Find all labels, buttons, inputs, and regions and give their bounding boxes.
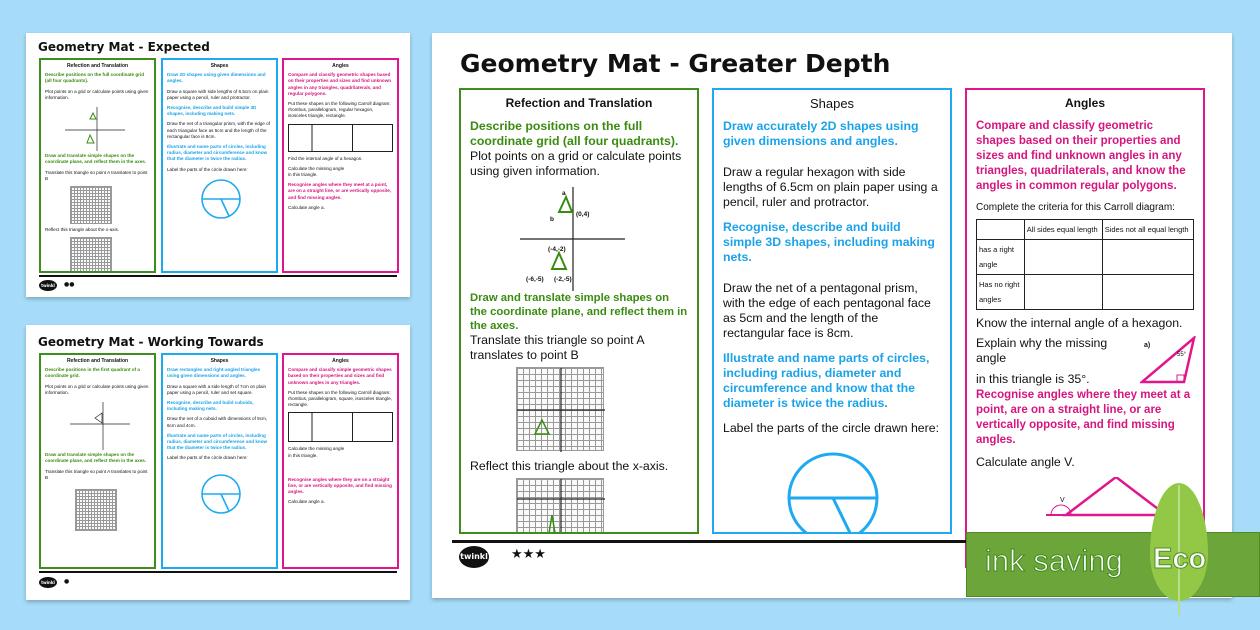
carroll-cell[interactable] xyxy=(1102,275,1193,310)
task: Translate this triangle so point A translates to point B xyxy=(45,468,148,480)
carroll-diagram xyxy=(976,219,1194,310)
task: Draw the net of a pentagonal prism, with the edge of each pentagonal face as 5cm and the length of the rectangular face is 8cm. xyxy=(723,281,931,340)
carroll-table xyxy=(288,412,393,442)
task: Calculate the missing angle in this triangle. xyxy=(288,165,345,178)
task: Reflect this triangle about the x-axis. xyxy=(45,227,120,233)
panel-heading: Angles xyxy=(332,358,349,364)
task: Calculate angle a. xyxy=(288,499,325,505)
task: Draw a square with side lengths of 6.5cm on plain paper using a pencil, ruler and protractor. xyxy=(167,88,269,100)
preview-card-greater-depth[interactable] xyxy=(432,33,1232,598)
circle-diagram xyxy=(723,446,943,534)
objective: Recognise angles where they are on a straight line, or are vertically opposite, and find missing angles. xyxy=(288,476,392,495)
objective: Recognise angles where they meet at a point, are on a straight line, or are vertically opposite, and find missing angles. xyxy=(288,182,392,200)
panel-heading: Shapes xyxy=(809,96,855,111)
task: Plot points on a grid or calculate points using given information. xyxy=(470,149,682,178)
point-label: (-2,-5) xyxy=(554,276,572,283)
task: in this triangle is 35°. xyxy=(976,372,1090,386)
objective: Draw rectangles and right-angled triangles using given dimensions and angles. xyxy=(167,367,261,379)
task: Draw the net of a triangular prism, with the edge of each triangular face as 5cm and the length of the rectangular face is 8cm. xyxy=(167,121,270,139)
preview-card-working-towards[interactable] xyxy=(26,325,410,600)
point-label: a xyxy=(562,190,566,197)
objective: Draw accurately 2D shapes using given dimensions and angles. xyxy=(723,119,919,148)
level-indicator: ★★★ xyxy=(511,547,546,562)
task: Plot points on a grid or calculate points using given information. xyxy=(45,383,149,395)
eco-label: Eco xyxy=(1153,543,1207,575)
footer-divider xyxy=(39,275,397,277)
task: Find the internal angle of a hexagon. xyxy=(288,155,363,161)
carroll-row-label: Has no right angles xyxy=(977,275,1025,310)
reflection-panel xyxy=(39,353,156,569)
objective: Illustrate and name parts of circles, including radius, diameter and circumference and know that the diameter is twice the radius. xyxy=(167,432,268,451)
coordinate-diagram xyxy=(45,105,145,151)
ink-saving-eco-badge xyxy=(966,532,1260,597)
angle-label: 55° xyxy=(1177,352,1187,358)
task: Draw a square with a side length of 7cm on plain paper using a pencil, ruler and set square. xyxy=(167,383,267,395)
angles-panel xyxy=(282,58,399,273)
objective: Recognise angles where they meet at a point, are on a straight line, or are vertically opposite, and find missing angles. xyxy=(976,389,1191,446)
panel-heading: Refection and Translation xyxy=(66,63,129,69)
carroll-row-label: has a right angle xyxy=(977,240,1025,275)
panel-heading: Shapes xyxy=(210,358,229,364)
task: Calculate the missing angle in this triangle. xyxy=(288,446,345,458)
coordinate-diagram xyxy=(45,400,145,450)
objective: Describe positions on the full coordinate grid (all four quadrants). xyxy=(470,119,679,148)
card-title: Geometry Mat - Working Towards xyxy=(38,335,264,349)
point-label: (0,4) xyxy=(576,211,590,218)
objective: Compare and classify geometric shapes based on their properties and sizes and find unknown angles in any triangles, quadrilaterals, and regular polygons. xyxy=(288,72,392,96)
reflection-panel xyxy=(39,58,156,273)
twinkl-logo: twinkl xyxy=(39,577,57,588)
objective: Compare and classify geometric shapes based on their properties and sizes and find unknown angles in any triangles, quadrilaterals, and know the angles in common regular polygons. xyxy=(976,120,1186,192)
task: Draw the net of a cuboid with dimensions of 9cm, 6cm and 4cm. xyxy=(167,416,268,428)
panel-heading: Refection and Translation xyxy=(505,96,653,110)
objective: Describe positions on the full coordinate grid (all four quadrants). xyxy=(45,72,145,84)
triangle-label: a) xyxy=(1144,342,1151,349)
task: Complete the criteria for this Carroll diagram: xyxy=(976,202,1175,213)
objective: Compare and classify simple geometric shapes based on their properties and sizes and find unknown angles in any triangles. xyxy=(288,367,392,385)
task: Calculate angle a. xyxy=(288,204,325,210)
reflection-panel xyxy=(459,88,699,534)
point-label: (-4,-2) xyxy=(548,246,566,253)
objective: Draw and translate simple shapes on the coordinate plane, and reflect them in the axes. xyxy=(45,153,147,165)
task: Put these shapes on the following Carroll diagram: rhombus, parallelogram, regular hexagon, isosceles triangle, rectangle. xyxy=(288,101,391,119)
carroll-cell[interactable] xyxy=(1102,240,1193,275)
panel-heading: Angles xyxy=(1064,96,1105,110)
task: Label the parts of the circle drawn here: xyxy=(723,421,940,435)
grid-image xyxy=(70,237,112,273)
shapes-panel xyxy=(161,58,278,273)
circle-diagram xyxy=(167,472,275,516)
angle-label: V xyxy=(1060,497,1065,504)
translation-grid xyxy=(516,367,604,451)
grid-image xyxy=(75,489,117,531)
point-label: (-6,-5) xyxy=(526,276,544,283)
coordinate-diagram xyxy=(470,179,688,291)
objective: Recognise, describe and build cuboids, including making nets. xyxy=(167,400,254,412)
objective: Draw 2D shapes using given dimensions and angles. xyxy=(167,72,266,84)
panel-heading: Shapes xyxy=(210,63,229,69)
panel-heading: Refection and Translation xyxy=(66,358,129,364)
angles-panel xyxy=(282,353,399,569)
shapes-panel xyxy=(161,353,278,569)
carroll-cell[interactable] xyxy=(1024,240,1102,275)
card-title: Geometry Mat - Greater Depth xyxy=(460,49,891,78)
task: Draw a regular hexagon with side lengths of 6.5cm on plain paper using a pencil, ruler and protractor. xyxy=(723,165,938,209)
reflection-grid xyxy=(516,478,604,534)
card-title: Geometry Mat - Expected xyxy=(38,40,210,54)
carroll-header: Sides not all equal length xyxy=(1102,220,1193,240)
task: Know the internal angle of a hexagon. xyxy=(976,316,1183,330)
twinkl-logo: twinkl xyxy=(459,546,489,568)
preview-card-expected[interactable] xyxy=(26,33,410,297)
ink-saving-label: ink saving xyxy=(985,543,1123,578)
task: Put these shapes on the following Carroll diagram: rhombus, parallelogram, square, isosceles triangle, rectangle. xyxy=(288,389,392,408)
panel-heading: Angles xyxy=(332,63,349,69)
task: Translate this triangle so point A translates to point B xyxy=(45,169,148,181)
objective: Illustrate and name parts of circles, including radius, diameter and circumference and know that the diameter is twice the radius. xyxy=(167,144,268,162)
circle-diagram xyxy=(167,177,275,221)
task: Plot points on a grid or calculate points using given information. xyxy=(45,88,149,100)
grid-image xyxy=(70,186,112,224)
carroll-cell[interactable] xyxy=(1024,275,1102,310)
level-indicator: ● xyxy=(64,578,70,585)
task: Explain why the missing angle xyxy=(976,336,1108,365)
triangle-question xyxy=(976,336,1194,388)
objective: Draw and translate simple shapes on the coordinate plane, and reflect them in the axes. xyxy=(470,292,688,332)
shapes-panel xyxy=(712,88,952,534)
objective: Recognise, describe and build simple 3D shapes, including making nets. xyxy=(723,220,935,264)
carroll-header: All sides equal length xyxy=(1024,220,1102,240)
objective: Illustrate and name parts of circles, including radius, diameter and circumference and know that the diameter is twice the radius. xyxy=(723,351,930,410)
task: Label the parts of the circle drawn here: xyxy=(167,455,248,461)
task: Calculate angle V. xyxy=(976,455,1075,469)
carroll-corner xyxy=(977,220,1025,240)
footer-divider xyxy=(39,571,397,573)
task: Reflect this triangle about the x-axis. xyxy=(470,459,669,473)
level-indicator: ●● xyxy=(64,281,75,288)
point-label: b xyxy=(550,216,554,223)
objective: Draw and translate simple shapes on the coordinate plane, and reflect them in the axes. xyxy=(45,452,147,464)
task: Translate this triangle so point A translates to point B xyxy=(470,333,644,362)
carroll-table xyxy=(288,124,393,152)
twinkl-logo: twinkl xyxy=(39,280,57,291)
objective: Describe positions in the first quadrant of a coordinate grid. xyxy=(45,367,140,379)
task: Label the parts of the circle drawn here: xyxy=(167,166,248,172)
objective: Recognise, describe and build simple 3D shapes, including making nets. xyxy=(167,105,257,117)
